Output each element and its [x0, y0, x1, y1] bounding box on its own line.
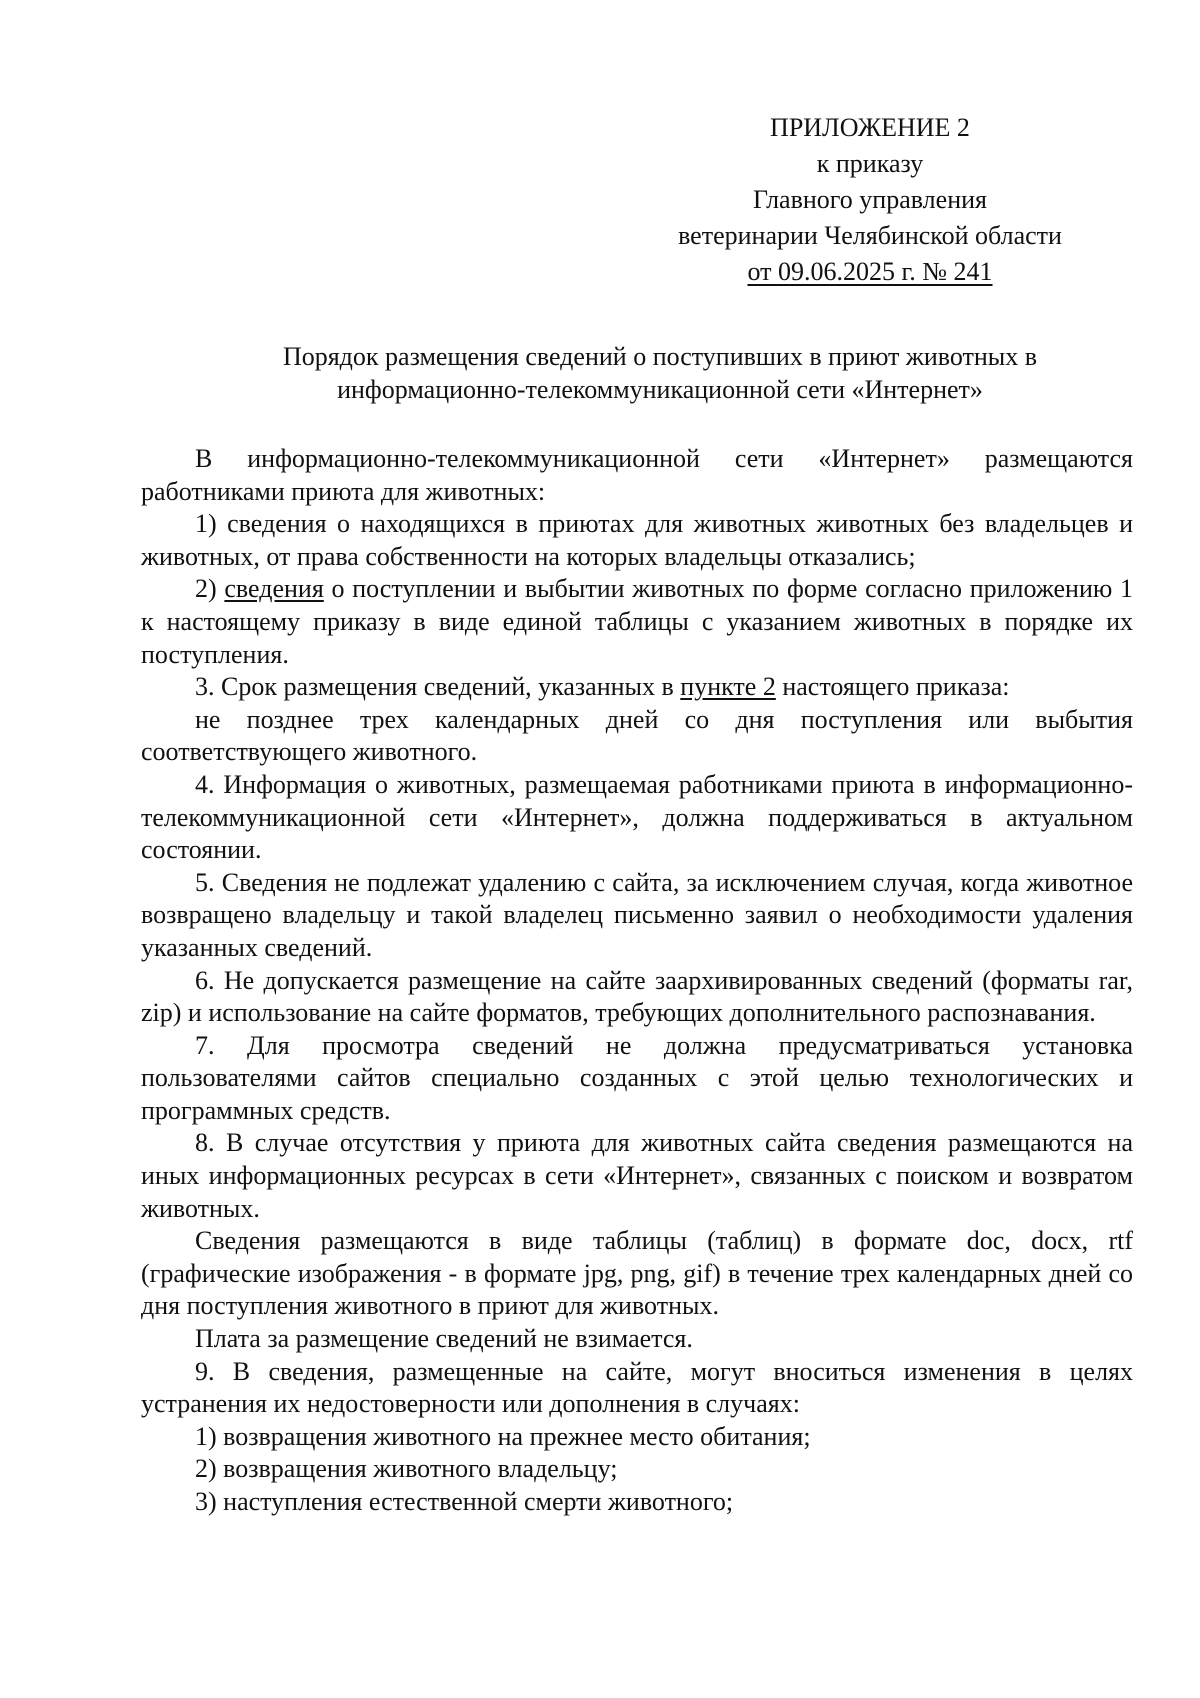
paragraph-9-item-1: 1) возвращения животного на прежнее место обитания;: [195, 1421, 811, 1451]
paragraph-intro: В информационно-телекоммуникационной сети «Интернет» размещаются работниками приюта для животных:: [141, 444, 1133, 506]
paragraph-9: 9. В сведения, размещенные на сайте, могут вноситься изменения в целях устранения их недостоверности или дополнения в случаях:: [141, 1356, 1133, 1419]
paragraph-3-deadline: не позднее трех календарных дней со дня поступления или выбытия соответствующего животного.: [141, 704, 1133, 767]
appendix-order-date-number: от 09.06.2025 г. № 241: [747, 257, 993, 286]
paragraph-6: 6. Не допускается размещение на сайте заархивированных сведений (форматы rar, zip) и использование на сайте форматов, требующих дополнительного распознавания.: [141, 965, 1133, 1028]
document-title-line-1: Порядок размещения сведений о поступивших в приют животных в: [282, 342, 1038, 371]
paragraph-item-2-prefix: 2): [195, 574, 225, 604]
paragraph-item-1: 1) сведения о находящихся в приютах для животных животных без владельцев и животных, от права собственности на которых владельцы отказались;: [141, 509, 1133, 571]
appendix-authority: Главного управления: [753, 185, 987, 214]
document-title-line-2: информационно-телекоммуникационной сети «Интернет»: [337, 375, 983, 404]
paragraph-3-suffix: настоящего приказа:: [775, 672, 1010, 702]
link-punkt-2[interactable]: пункте 2: [680, 672, 776, 702]
appendix-number: ПРИЛОЖЕНИЕ 2: [770, 113, 970, 142]
paragraph-item-2: [141, 573, 1133, 671]
appendix-region: ветеринарии Челябинской области: [678, 221, 1062, 250]
link-svedeniya[interactable]: сведения: [224, 574, 324, 604]
paragraph-3-prefix: 3. Срок размещения сведений, указанных в: [195, 672, 681, 702]
paragraph-5: 5. Сведения не подлежат удалению с сайта, за исключением случая, когда животное возвращено владельцу и такой владелец письменно заявил о необходимости удаления указанных сведений.: [141, 867, 1133, 962]
paragraph-9-item-3: 3) наступления естественной смерти животного;: [195, 1487, 734, 1516]
paragraph-8-fee: Плата за размещение сведений не взимается.: [195, 1324, 693, 1354]
paragraph-8-formats: Сведения размещаются в виде таблицы (таблиц) в формате doc, docx, rtf (графические изображения - в формате jpg, png, gif) в течение трех календарных дней со дня поступления животного в приют для животных.: [141, 1226, 1133, 1321]
appendix-header: [640, 110, 1100, 290]
paragraph-9-item-2: 2) возвращения животного владельцу;: [195, 1454, 618, 1484]
paragraph-3: [141, 671, 1133, 704]
paragraph-4: 4. Информация о животных, размещаемая работниками приюта в информационно-телекоммуникационной сети «Интернет», должна поддерживаться в актуальном состоянии.: [141, 769, 1133, 865]
paragraph-7: 7. Для просмотра сведений не должна предусматриваться установка пользователями сайтов специально созданных с этой целью технологических и программных средств.: [141, 1030, 1133, 1125]
document-title: [230, 340, 1090, 406]
appendix-to-order: к приказу: [816, 149, 924, 178]
document-body: [141, 443, 1133, 1519]
paragraph-8: 8. В случае отсутствия у приюта для животных сайта сведения размещаются на иных информационных ресурсах в сети «Интернет», связанных с поиском и возвратом животных.: [141, 1128, 1133, 1223]
paragraph-item-2-text: о поступлении и выбытии животных по форме согласно приложению 1 к настоящему приказу в виде единой таблицы с указанием животных в порядке их поступления.: [141, 574, 1133, 669]
